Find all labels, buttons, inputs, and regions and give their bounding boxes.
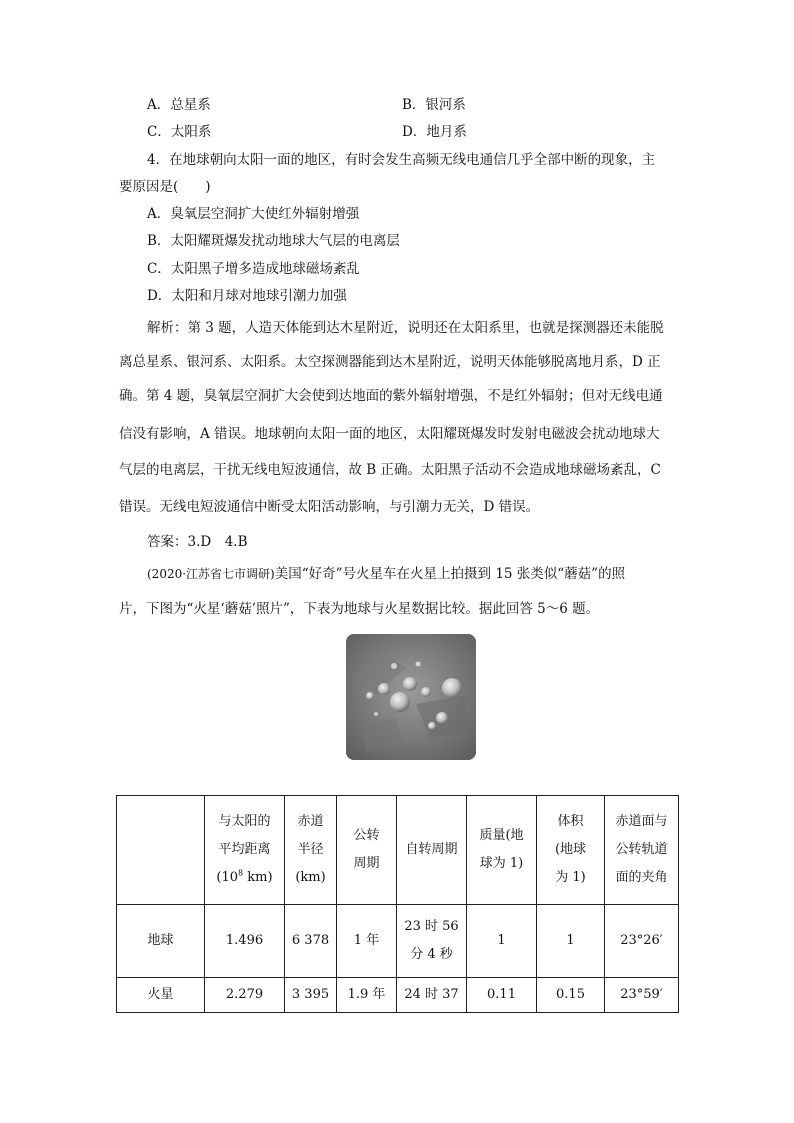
q4-option-b: B．太阳耀斑爆发扰动地球大气层的电离层	[147, 233, 400, 249]
table-header-row	[117, 796, 679, 905]
header-radius	[285, 796, 337, 905]
header-text: 为 1)	[555, 870, 586, 885]
table-row-mars	[117, 978, 679, 1013]
cell-period: 1 年	[337, 905, 397, 978]
option-c: C．太阳系	[147, 124, 212, 140]
option-d: D．地月系	[402, 124, 467, 140]
header-text: 公转	[353, 828, 380, 843]
question-4-stem-cont: 要原因是( )	[119, 179, 211, 195]
source-tag: (2020·江苏省七市调研)	[147, 567, 275, 581]
cell-volume: 0.15	[537, 978, 605, 1013]
analysis-line-5: 气层的电离层，干扰无线电短波通信，故 B 正确。太阳黑子活动不会造成地球磁场紊乱，C	[119, 462, 661, 478]
q4-option-d: D．太阳和月球对地球引潮力加强	[147, 288, 347, 304]
q4-option-c: C．太阳黑子增多造成地球磁场紊乱	[147, 261, 360, 277]
cell-distance: 1.496	[205, 905, 285, 978]
cell-rotation: 24 时 37	[397, 978, 467, 1013]
analysis-line-1: 解析：第 3 题，人造天体能到达木星附近，说明还在太阳系里，也就是探测器还未能脱	[147, 320, 664, 336]
cell-mass: 0.11	[467, 978, 537, 1013]
option-b: B．银河系	[402, 97, 466, 113]
header-rotation	[397, 796, 467, 905]
earth-mars-comparison-table	[116, 795, 679, 1013]
header-text: 球为 1)	[479, 856, 524, 871]
header-mass	[467, 796, 537, 905]
header-text: 面的夹角	[615, 870, 668, 885]
header-distance	[205, 796, 285, 905]
header-text: 质量(地	[479, 828, 524, 843]
header-text: (km)	[295, 870, 326, 885]
answer: 答案：3.D 4.B	[147, 534, 248, 550]
cell-angle: 23°26′	[605, 905, 679, 978]
header-text: (地球	[554, 842, 587, 857]
header-angle	[605, 796, 679, 905]
cell-radius: 3 395	[285, 978, 337, 1013]
cell-angle: 23°59′	[605, 978, 679, 1013]
cell-name: 地球	[117, 905, 205, 978]
cell-text: 23 时 56	[404, 919, 459, 934]
header-text: 赤道	[297, 814, 324, 829]
table-row-earth	[117, 905, 679, 978]
analysis-line-3: 确。第 4 题，臭氧层空洞扩大会使到达地面的紫外辐射增强，不是红外辐射；但对无线电通	[119, 388, 663, 404]
option-a: A．总星系	[147, 97, 211, 113]
header-exponent: 8	[238, 868, 244, 878]
header-blank	[117, 796, 205, 905]
cell-volume: 1	[537, 905, 605, 978]
cell-rotation	[397, 905, 467, 978]
cell-radius: 6 378	[285, 905, 337, 978]
header-text: (10	[216, 870, 239, 885]
mars-mushroom-photo	[346, 634, 476, 760]
q4-option-a: A．臭氧层空洞扩大使红外辐射增强	[147, 206, 360, 222]
header-text: 平均距离	[218, 842, 271, 857]
header-text: 公转轨道	[615, 842, 668, 857]
analysis-line-6: 错误。无线电短波通信中断受太阳活动影响，与引潮力无关，D 错误。	[119, 499, 540, 515]
header-volume	[537, 796, 605, 905]
cell-mass: 1	[467, 905, 537, 978]
cell-name: 火星	[117, 978, 205, 1013]
header-period	[337, 796, 397, 905]
header-text: 赤道面与	[615, 814, 668, 829]
header-text: 与太阳的	[218, 814, 271, 829]
analysis-line-4: 信没有影响，A 错误。地球朝向太阳一面的地区，太阳耀斑爆发时发射电磁波会扰动地球大	[119, 426, 660, 442]
header-text: km)	[247, 870, 273, 885]
intro-line-1	[147, 564, 625, 584]
cell-distance: 2.279	[205, 978, 285, 1013]
header-text: 周期	[353, 856, 380, 871]
intro-line-2: 片，下图为“火星‘蘑菇’照片”，下表为地球与火星数据比较。据此回答 5～6 题。	[119, 601, 600, 617]
question-4-stem: 4．在地球朝向太阳一面的地区，有时会发生高频无线电通信几乎全部中断的现象，主	[147, 152, 656, 168]
cell-text: 分 4 秒	[410, 947, 453, 962]
header-text: 体积	[557, 814, 584, 829]
header-text: 半径	[297, 842, 324, 857]
header-text: 自转周期	[405, 842, 458, 857]
intro-text: 美国“好奇”号火星车在火星上拍摄到 15 张类似“蘑菇”的照	[274, 566, 626, 582]
analysis-line-2: 离总星系、银河系、太阳系。太空探测器能到达木星附近，说明天体能够脱离地月系，D 正	[119, 354, 661, 370]
cell-period: 1.9 年	[337, 978, 397, 1013]
